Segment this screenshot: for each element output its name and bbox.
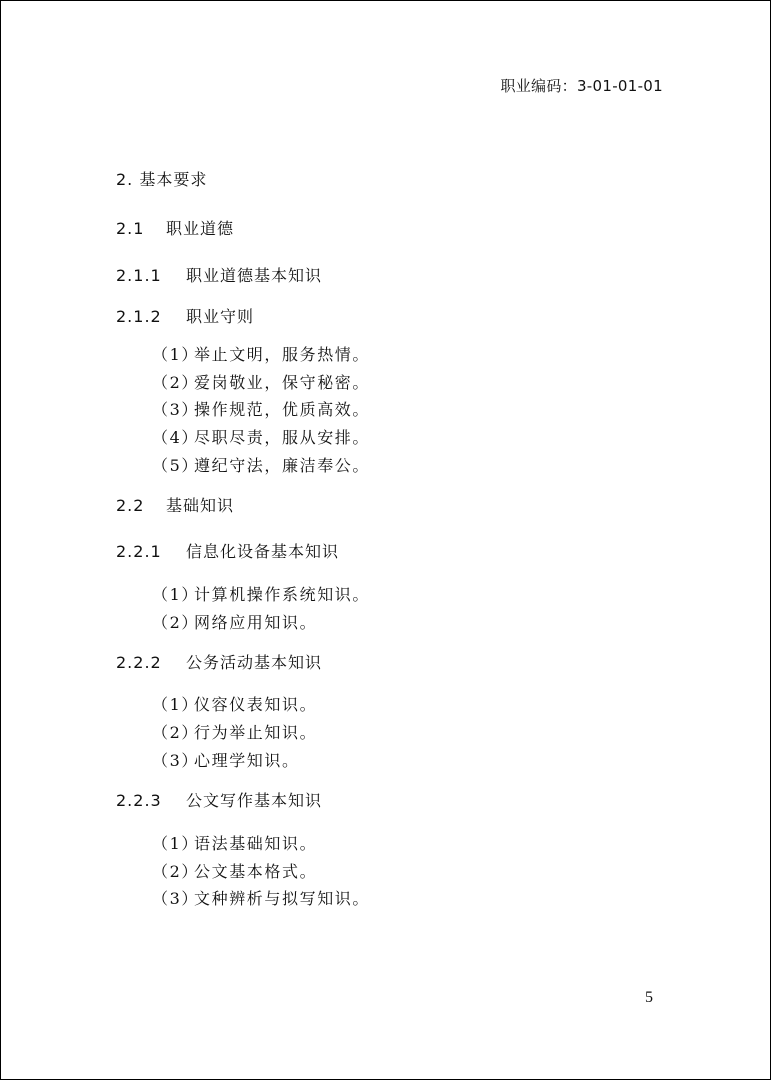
list-item (152, 613, 317, 632)
heading-number: 2.1.2 (116, 307, 162, 326)
list-marker: （4） (152, 428, 199, 447)
heading-professional-ethics (116, 219, 234, 238)
list-item-text: 操作规范，优质高效。 (194, 400, 371, 419)
list-item (152, 862, 317, 881)
list-item (152, 456, 370, 475)
heading-number: 2.2.2 (116, 653, 162, 672)
list-item (152, 889, 370, 908)
list-item (152, 373, 370, 392)
list-item-text: 尽职尽责，服从安排。 (194, 428, 371, 447)
list-marker: （3） (152, 889, 199, 908)
list-item-text: 爱岗敬业，保守秘密。 (194, 373, 371, 392)
heading-it-equipment-knowledge (116, 542, 339, 561)
list-marker: （3） (152, 400, 199, 419)
list-item (152, 751, 300, 770)
heading-number: 2.1.1 (116, 266, 162, 285)
heading-number: 2.2.3 (116, 791, 162, 810)
heading-basic-requirements: 2. 基本要求 (116, 170, 208, 189)
heading-document-writing-knowledge (116, 791, 322, 810)
heading-number: 2.2 (116, 496, 145, 515)
heading-code-of-conduct (116, 307, 254, 326)
list-item-text: 文种辨析与拟写知识。 (194, 889, 371, 908)
list-marker: （2） (152, 613, 199, 632)
heading-ethics-basic-knowledge (116, 266, 322, 285)
list-item (152, 428, 370, 447)
heading-official-activities-knowledge (116, 653, 322, 672)
heading-title: 信息化设备基本知识 (186, 542, 340, 561)
heading-title: 公文写作基本知识 (186, 791, 323, 810)
list-marker: （2） (152, 373, 199, 392)
list-marker: （1） (152, 834, 199, 853)
list-marker: （1） (152, 345, 199, 364)
list-item-text: 心理学知识。 (194, 751, 300, 770)
page-number: 5 (645, 989, 653, 1006)
list-item (152, 400, 370, 419)
heading-number: 2.2.1 (116, 542, 162, 561)
list-marker: （1） (152, 695, 199, 714)
heading-title: 职业守则 (186, 307, 255, 326)
list-item (152, 585, 370, 604)
list-item-text: 行为举止知识。 (194, 723, 318, 742)
list-marker: （3） (152, 751, 199, 770)
list-marker: （1） (152, 585, 199, 604)
heading-title: 职业道德 (166, 219, 235, 238)
list-item (152, 723, 317, 742)
list-item-text: 语法基础知识。 (194, 834, 318, 853)
list-item-text: 举止文明，服务热情。 (194, 345, 371, 364)
heading-title: 公务活动基本知识 (186, 653, 323, 672)
occupation-code: 职业编码：3-01-01-01 (500, 77, 663, 95)
list-item (152, 695, 317, 714)
list-item-text: 计算机操作系统知识。 (194, 585, 371, 604)
list-item-text: 公文基本格式。 (194, 862, 318, 881)
list-item-text: 网络应用知识。 (194, 613, 318, 632)
list-item-text: 仪容仪表知识。 (194, 695, 318, 714)
list-marker: （2） (152, 862, 199, 881)
list-item (152, 834, 317, 853)
heading-number: 2.1 (116, 219, 145, 238)
list-item (152, 345, 370, 364)
list-marker: （2） (152, 723, 199, 742)
heading-title: 职业道德基本知识 (186, 266, 323, 285)
list-item-text: 遵纪守法，廉洁奉公。 (194, 456, 371, 475)
heading-title: 基础知识 (166, 496, 235, 515)
list-marker: （5） (152, 456, 199, 475)
heading-basic-knowledge (116, 496, 234, 515)
